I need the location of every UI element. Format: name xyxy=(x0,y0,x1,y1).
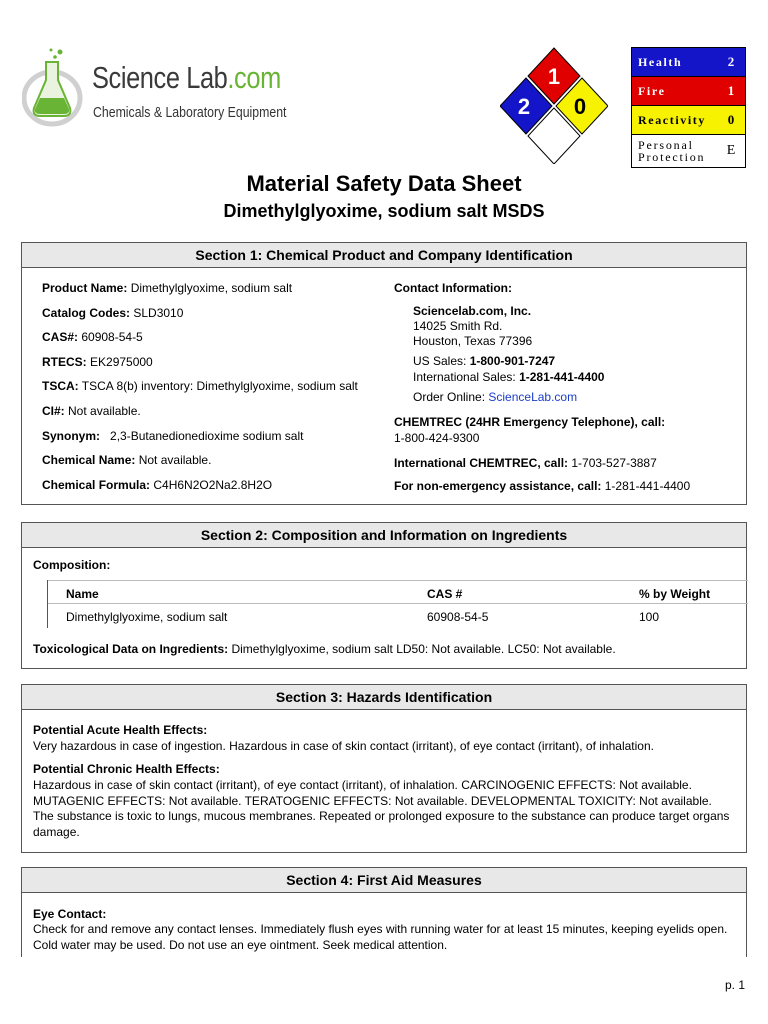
table-row xyxy=(48,604,748,628)
acute-effects-label: Potential Acute Health Effects: xyxy=(33,723,208,737)
chronic-effects-label: Potential Chronic Health Effects: xyxy=(33,762,220,776)
hmis-label: Personal Protection xyxy=(638,138,706,164)
column-header: % by Weight xyxy=(639,587,711,601)
section-heading: Section 1: Chemical Product and Company Identification xyxy=(22,243,746,268)
company-name: Sciencelab.com, Inc. xyxy=(413,304,532,318)
section-heading: Section 4: First Aid Measures xyxy=(22,868,746,893)
international-chemtrec: International CHEMTREC, call: 1-703-527-3887 xyxy=(394,456,657,470)
product-name: Product Name: Dimethylglyoxime, sodium salt xyxy=(42,281,293,295)
document-subtitle: Dimethylglyoxime, sodium salt MSDS xyxy=(223,201,545,221)
table-header-row xyxy=(48,580,748,604)
eye-contact-label: Eye Contact: xyxy=(33,907,107,921)
sciencelab-link[interactable]: ScienceLab.com xyxy=(488,390,578,404)
page-number: p. 1 xyxy=(724,978,745,992)
cas-number: CAS#: 60908-54-5 xyxy=(42,330,143,344)
tsca: TSCA: TSCA 8(b) inventory: Dimethylglyoxime, sodium salt xyxy=(42,379,358,393)
flask-icon xyxy=(22,46,92,130)
non-emergency: For non-emergency assistance, call: 1-281-441-4400 xyxy=(394,479,691,493)
rtecs: RTECS: EK2975000 xyxy=(42,355,153,369)
address-line-2: Houston, Texas 77396 xyxy=(413,334,533,348)
hmis-value: 0 xyxy=(727,112,735,127)
hmis-value: 2 xyxy=(727,54,735,69)
acute-effects-text: Very hazardous in case of ingestion. Hazardous in case of skin contact (irritant), of eye contact (irritant), of inhalation. xyxy=(33,739,654,753)
table-cell: Dimethylglyoxime, sodium salt xyxy=(66,610,228,624)
chemical-name: Chemical Name: Not available. xyxy=(42,453,212,467)
composition-label: Composition: xyxy=(33,558,111,572)
column-header: Name xyxy=(66,587,99,601)
nfpa-reactivity-value: 0 xyxy=(573,94,587,119)
logo-tagline: Chemicals & Laboratory Equipment xyxy=(93,104,287,121)
hmis-health-row xyxy=(632,48,745,77)
catalog-codes: Catalog Codes: SLD3010 xyxy=(42,306,184,320)
chemtrec-phone: 1-800-424-9300 xyxy=(394,431,480,445)
contact-heading: Contact Information: xyxy=(394,281,512,295)
logo-wordmark: Science Lab.com xyxy=(92,60,281,95)
hmis-value: E xyxy=(726,143,736,158)
column-header: CAS # xyxy=(427,587,463,601)
nfpa-diamond xyxy=(500,46,608,164)
nfpa-health-value: 2 xyxy=(517,94,531,119)
section-2 xyxy=(21,522,747,669)
hmis-reactivity-row xyxy=(632,106,745,135)
toxicological-data: Toxicological Data on Ingredients: Dimethylglyoxime, sodium salt LD50: Not available. LC50: Not available. xyxy=(33,642,616,656)
ci-number: CI#: Not available. xyxy=(42,404,141,418)
address-line-1: 14025 Smith Rd. xyxy=(413,319,503,333)
hmis-label: Fire xyxy=(638,83,666,98)
section-heading: Section 3: Hazards Identification xyxy=(22,685,746,710)
section-4 xyxy=(21,867,747,957)
international-sales: International Sales: 1-281-441-4400 xyxy=(413,370,605,384)
chronic-effects-text: Hazardous in case of skin contact (irritant), of eye contact (irritant), of inhalation. CARCINOGENIC EFFECTS: Not available. MUTAGENIC EFFECTS: Not available. TERATOGENIC EFFECTS: Not available. DEVELOPMENTAL TOXICITY: Not available. The substance is toxic to lungs, mucous membranes. Repeated or prolonged exposure to the substance can produce target organs damage. xyxy=(33,778,730,839)
chemtrec-label: CHEMTREC (24HR Emergency Telephone), call: xyxy=(394,415,666,429)
sciencelab-logo xyxy=(22,46,297,130)
composition-table xyxy=(47,580,748,628)
synonym: Synonym: 2,3-Butanedionedioxime sodium salt xyxy=(42,429,304,443)
section-1 xyxy=(21,242,747,505)
hmis-value: 1 xyxy=(727,83,735,98)
hmis-protection-row xyxy=(632,135,745,167)
nfpa-fire-value: 1 xyxy=(547,64,561,89)
section-heading: Section 2: Composition and Information on Ingredients xyxy=(22,523,746,548)
document-title: Material Safety Data Sheet xyxy=(246,171,522,196)
hmis-rating-table xyxy=(631,47,746,168)
us-sales: US Sales: 1-800-901-7247 xyxy=(413,354,556,368)
table-cell: 60908-54-5 xyxy=(427,610,489,624)
hmis-label: Health xyxy=(638,54,683,69)
eye-contact-text: Check for and remove any contact lenses. Immediately flush eyes with running water for at least 15 minutes, keeping eyelids open. Cold water may be used. Do not use an eye ointment. Seek medical attention. xyxy=(33,922,728,952)
hmis-label: Reactivity xyxy=(638,112,706,127)
section-3 xyxy=(21,684,747,853)
chemical-formula: Chemical Formula: C4H6N2O2Na2.8H2O xyxy=(42,478,273,492)
order-online: Order Online: ScienceLab.com xyxy=(413,390,578,404)
hmis-fire-row xyxy=(632,77,745,106)
table-cell: 100 xyxy=(639,610,660,624)
